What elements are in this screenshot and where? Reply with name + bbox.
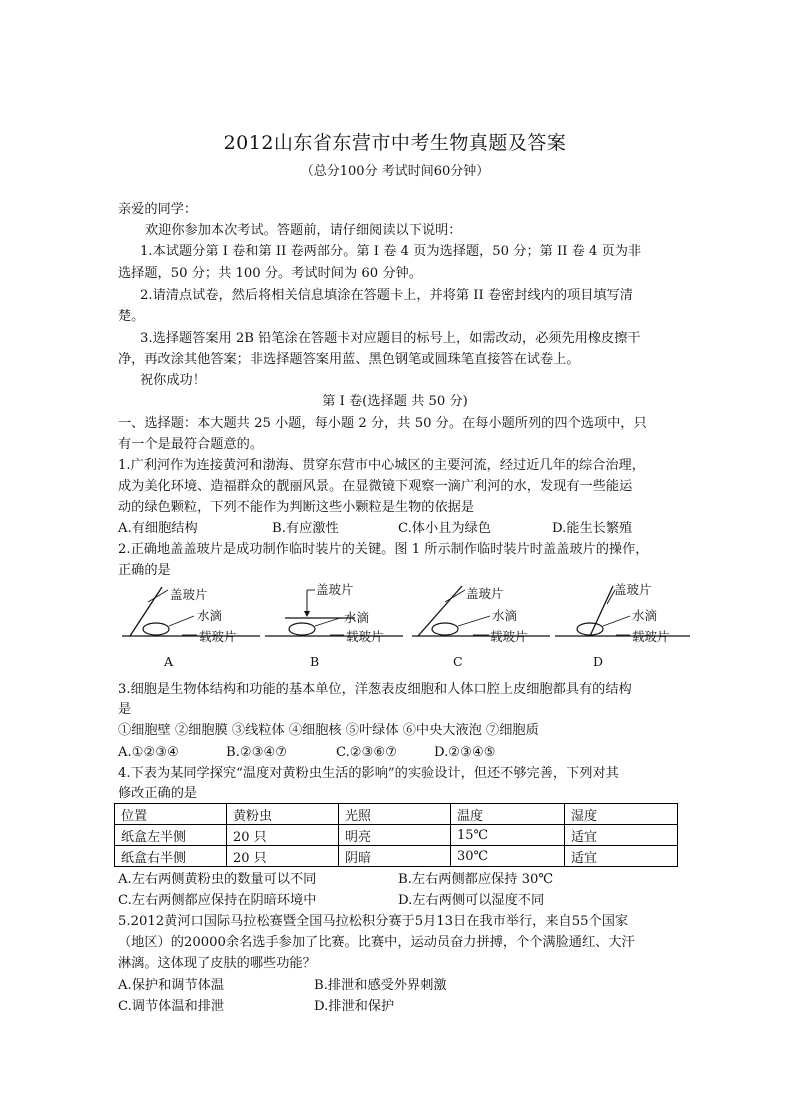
- table-cell: 纸盒左半侧: [115, 825, 227, 846]
- rule-1-line-a: 1.本试题分第 I 卷和第 II 卷两部分。第 I 卷 4 页为选择题，50 分；第 II 卷 4 页为非: [140, 244, 642, 259]
- q3-items: ①细胞壁 ②细胞膜 ③线粒体 ④细胞核 ⑤叶绿体 ⑥中央大液泡 ⑦细胞质: [118, 723, 539, 738]
- rule-3-line-a: 3.选择题答案用 2B 铅笔涂在答题卡对应题目的标号上，如需改动，必须先用橡皮擦干: [140, 331, 641, 346]
- figure-b-water-label: 水滴: [344, 610, 370, 625]
- q1-stem-c: 动的绿色颗粒，下列不能作为判断这些小颗粒是生物的依据是: [118, 500, 475, 515]
- rule-3-line-b: 净，再改涂其他答案；非选择题答案用蓝、黑色钢笔或圆珠笔直接答在试卷上。: [118, 352, 580, 367]
- figure-d-water-label: 水滴: [632, 608, 658, 623]
- q5-option-c: C.调节体温和排泄: [118, 999, 225, 1014]
- figure-d-letter: D: [593, 654, 604, 669]
- figure-b-letter: B: [310, 654, 320, 669]
- figure-a-cover-label: 盖玻片: [170, 587, 208, 602]
- table-cell: 适宜: [565, 825, 678, 846]
- table-header-cell: 黄粉虫: [227, 804, 339, 825]
- q5-option-d: D.排泄和保护: [314, 999, 395, 1014]
- table-header-cell: 温度: [451, 804, 565, 825]
- q3-option-a: A.①②③④: [118, 745, 180, 760]
- figure-b: [265, 582, 403, 669]
- q4-stem-a: 4.下表为某同学探究“温度对黄粉虫生活的影响”的实验设计，但还不够完善，下列对其: [118, 766, 619, 781]
- figure-c-slide-label: 载玻片: [490, 629, 528, 644]
- figure-d-slide-label: 载玻片: [632, 629, 670, 644]
- table-cell: 20 只: [227, 846, 339, 867]
- q1-stem-a: 1.广利河作为连接黄河和渤海、贯穿东营市中心城区的主要河流，经过近几年的综合治理，: [118, 458, 645, 473]
- table-header-cell: 光照: [339, 804, 451, 825]
- q1-option-b: B.有应激性: [272, 521, 339, 536]
- page-title: 2012山东省东营市中考生物真题及答案: [223, 132, 567, 154]
- q3-option-b: B.②③④⑦: [226, 745, 288, 760]
- part1-line-b: 有一个是最符合题意的。: [118, 437, 264, 452]
- intro-text: 欢迎你参加本次考试。答题前，请仔细阅读以下说明：: [145, 223, 462, 238]
- q2-stem-b: 正确的是: [118, 563, 171, 578]
- figure-a-letter: A: [164, 654, 174, 669]
- table-cell: 适宜: [565, 846, 678, 867]
- q3-option-c: C.②③⑥⑦: [336, 745, 398, 760]
- q2-stem-a: 2.正确地盖盖玻片是成功制作临时装片的关键。图 1 所示制作临时装片时盖盖玻片的操作，: [118, 542, 649, 557]
- greeting: 亲爱的同学：: [118, 202, 198, 217]
- q4-option-c: C.左右两侧都应保持在阴暗环境中: [118, 893, 317, 908]
- table-cell: 阴暗: [339, 846, 451, 867]
- figure-d: [555, 582, 690, 669]
- table-cell: 30℃: [451, 846, 565, 867]
- q5-option-b: B.排泄和感受外界刺激: [314, 978, 447, 993]
- q4-stem-b: 修改正确的是: [118, 786, 198, 801]
- part1-line-a: 一、选择题：本大题共 25 小题，每小题 2 分，共 50 分。在每小题所列的四个选项中，只: [118, 416, 647, 431]
- table-header-cell: 位置: [115, 804, 227, 825]
- rule-2-line-a: 2.请清点试卷，然后将相关信息填涂在答题卡上，并将第 II 卷密封线内的项目填写清: [140, 288, 633, 303]
- rule-2-line-b: 楚。: [118, 309, 145, 324]
- table-header-row: [115, 804, 678, 825]
- experiment-table: [114, 803, 678, 867]
- figure-b-slide-label: 载玻片: [346, 629, 384, 644]
- wish-text: 祝你成功！: [140, 373, 206, 388]
- table-cell: 明亮: [339, 825, 451, 846]
- figure-b-cover-label: 盖玻片: [316, 582, 354, 597]
- rule-1-line-b: 选择题，50 分；共 100 分。考试时间为 60 分钟。: [118, 266, 422, 281]
- q1-stem-b: 成为美化环境、造福群众的靓丽风景。在显微镜下观察一滴广利河的水，发现有一些能运: [118, 479, 633, 494]
- page-subtitle: （总分100分 考试时间60分钟）: [300, 164, 490, 179]
- q5-stem-b: （地区）的20000余名选手参加了比赛。比赛中，运动员奋力拼搏，个个满脸通红、大汗: [118, 935, 635, 950]
- table-row: [115, 846, 678, 867]
- q5-stem-c: 淋漓。这体现了皮肤的哪些功能？: [118, 956, 316, 971]
- figure-d-cover-label: 盖玻片: [614, 582, 652, 597]
- q5-stem-a: 5.2012黄河口国际马拉松赛暨全国马拉松积分赛于5月13日在我市举行，来自55个国家: [118, 914, 629, 929]
- table-cell: 纸盒右半侧: [115, 846, 227, 867]
- section-heading: 第 I 卷(选择题 共 50 分): [322, 394, 468, 409]
- table-cell: 20 只: [227, 825, 339, 846]
- figure-c-water-label: 水滴: [492, 608, 518, 623]
- q1-option-a: A.有细胞结构: [118, 521, 198, 536]
- coverslip-figure: [100, 578, 690, 678]
- figure-a: [122, 587, 260, 669]
- q3-option-d: D.②③④⑤: [434, 745, 496, 760]
- table-row: [115, 825, 678, 846]
- q4-option-b: B.左右两侧都应保持 30℃: [398, 872, 554, 887]
- figure-a-slide-label: 载玻片: [199, 629, 237, 644]
- figure-c-letter: C: [453, 654, 463, 669]
- q3-stem-a: 3.细胞是生物体结构和功能的基本单位，洋葱表皮细胞和人体口腔上皮细胞都具有的结构: [118, 682, 632, 697]
- table-header-cell: 湿度: [565, 804, 678, 825]
- q4-option-d: D.左右两侧可以湿度不同: [398, 893, 545, 908]
- table-cell: 15℃: [451, 825, 565, 846]
- q4-option-a: A.左右两侧黄粉虫的数量可以不同: [118, 872, 317, 887]
- q5-option-a: A.保护和调节体温: [118, 978, 225, 993]
- figure-c: [412, 586, 550, 669]
- q3-stem-b: 是: [118, 702, 132, 717]
- q1-option-d: D.能生长繁殖: [552, 521, 633, 536]
- figure-c-cover-label: 盖玻片: [466, 586, 504, 601]
- figure-a-water-label: 水滴: [197, 608, 223, 623]
- q1-option-c: C.体小且为绿色: [398, 521, 491, 536]
